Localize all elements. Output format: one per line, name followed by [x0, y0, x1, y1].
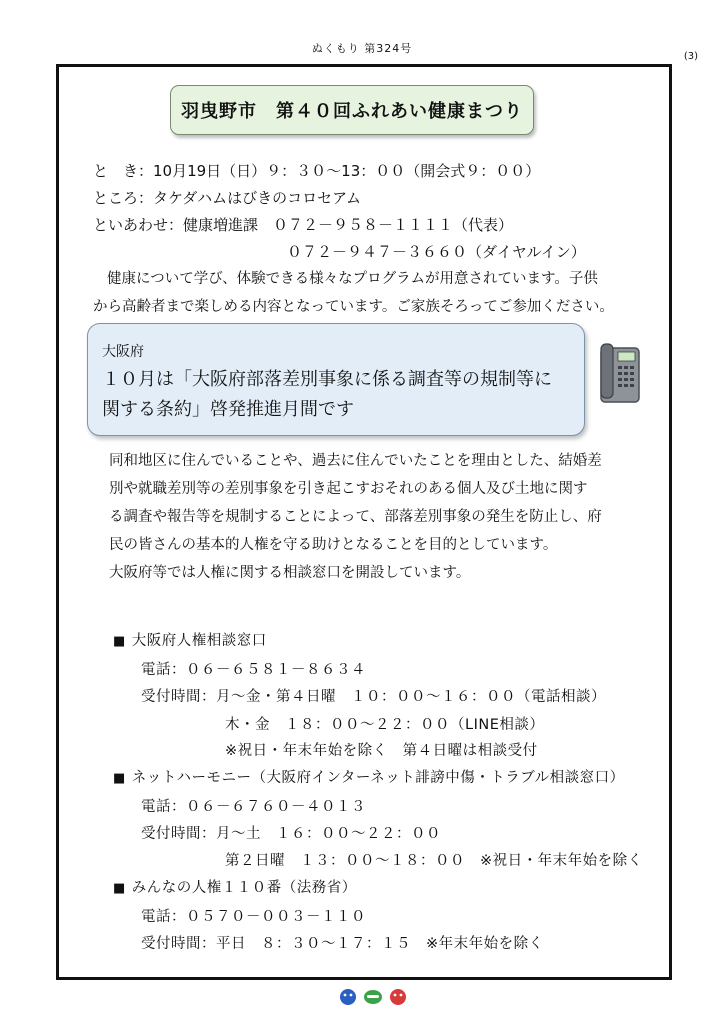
event-description	[93, 265, 653, 321]
newsletter-title: ぬくもり 第324号	[311, 42, 413, 55]
event-title-box	[170, 85, 534, 135]
consult-section-title	[113, 766, 625, 787]
consult-title-text: ネットハーモニー（大阪府インターネット誹謗中傷・トラブル相談窓口）	[131, 770, 625, 786]
osaka-title-line: 関する条約」啓発推進月間です	[102, 399, 354, 420]
consult-note: ※祝日・年末年始を除く 第４日曜は相談受付	[225, 743, 538, 759]
bullet-square: ■	[113, 881, 126, 896]
osaka-body-line: る調査や報告等を規制することによって、部落差別事象の発生を防止し、府	[109, 509, 602, 525]
osaka-title-line: １０月は「大阪府部落差別事象に係る調査等の規制等に	[102, 369, 552, 390]
footer-mascot-icons	[336, 986, 410, 1008]
consult-hours: 第２日曜 １３：００～１８：００ ※祝日・年末年始を除く	[225, 853, 643, 869]
telephone-icon	[599, 342, 645, 404]
consult-tel: 電話：０５７０－００３－１１０	[141, 909, 366, 925]
osaka-body-line: 同和地区に住んでいることや、過去に住んでいたことを理由とした、結婚差	[109, 453, 602, 469]
bullet-square: ■	[113, 634, 126, 649]
consult-hours: 受付時間：月～土 １６：００～２２：００	[141, 826, 441, 842]
osaka-body-line: 大阪府等では人権に関する相談窓口を開設しています。	[109, 565, 471, 581]
consult-title-text: 大阪府人権相談窓口	[131, 633, 267, 649]
consult-hours: 受付時間：月～金・第４日曜 １０：００～１６：００（電話相談）	[141, 689, 606, 705]
content-frame	[56, 64, 672, 980]
osaka-body-line: 別や就職差別等の差別事象を引き起こすおそれのある個人及び土地に関す	[109, 481, 588, 497]
consult-section-title	[113, 629, 267, 650]
osaka-awareness-box	[87, 323, 585, 436]
osaka-label: 大阪府	[102, 344, 144, 360]
consult-tel: 電話：０６－６５８１－８６３４	[141, 662, 366, 678]
consult-hours: 木・金 １８：００～２２：００（LINE相談）	[225, 717, 545, 733]
event-title: 羽曳野市 第４０回ふれあい健康まつり	[181, 101, 523, 122]
event-date: と き：10月19日（日）９：３０～13：００（開会式９：００）	[93, 162, 541, 180]
consult-tel: 電話：０６－６７６０－４０１３	[141, 799, 366, 815]
event-contact-dialin: ０７２－９４７－３６６０（ダイヤルイン）	[287, 243, 586, 261]
event-place: ところ：タケダハムはびきのコロセアム	[93, 189, 362, 207]
bullet-square: ■	[113, 771, 126, 786]
event-contact: といあわせ：健康増進課 ０７２－９５８－１１１１（代表）	[93, 216, 514, 234]
consult-section-title	[113, 876, 357, 897]
osaka-title	[102, 365, 572, 425]
page-number: (3)	[683, 51, 698, 62]
event-desc-line: から高齢者まで楽しめる内容となっています。ご家族そろってご参加ください。	[93, 299, 614, 315]
osaka-body-line: 民の皆さんの基本的人権を守る助けとなることを目的としています。	[109, 537, 558, 553]
osaka-body	[109, 447, 657, 587]
event-desc-line: 健康について学び、体験できる様々なプログラムが用意されています。子供	[107, 271, 598, 287]
consult-title-text: みんなの人権１１０番（法務省）	[131, 880, 357, 896]
consult-hours: 受付時間：平日 ８：３０～１７：１５ ※年末年始を除く	[141, 936, 544, 952]
